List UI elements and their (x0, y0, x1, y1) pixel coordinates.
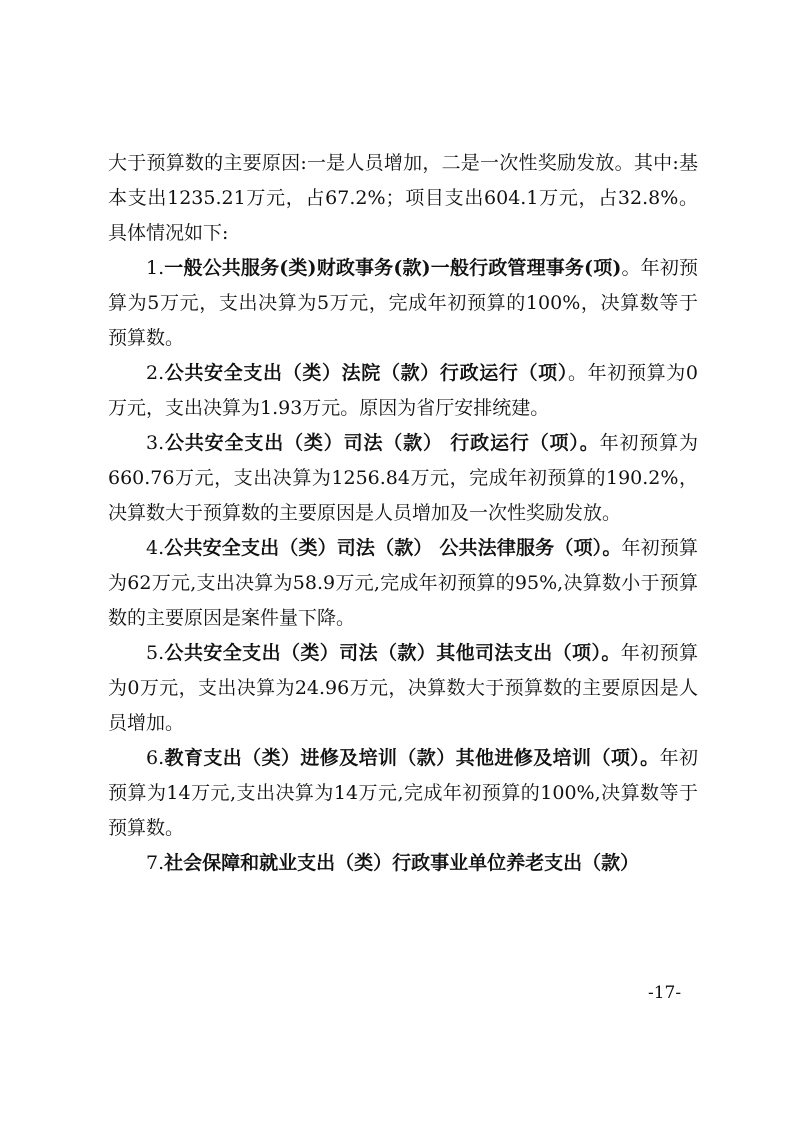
item-number: 3. (146, 432, 165, 454)
item-number: 6. (146, 747, 165, 769)
item-heading: 社会保障和就业支出（类）行政事业单位养老支出（款） (164, 852, 640, 874)
item-heading: 教育支出（类）进修及培训（款）其他进修及培训（项）。 (164, 747, 660, 769)
body-text (108, 146, 698, 881)
item-paragraph-7 (108, 846, 698, 881)
item-paragraph-6 (108, 741, 698, 846)
item-paragraph-1 (108, 251, 698, 356)
item-paragraph-5 (108, 636, 698, 741)
intro-paragraph: 大于预算数的主要原因:一是人员增加，二是一次性奖励发放。其中:基本支出1235.21万元，占67.2%；项目支出604.1万元，占32.8%。具体情况如下: (108, 152, 698, 244)
item-paragraph-2 (108, 356, 698, 426)
item-number: 1. (146, 257, 165, 279)
item-text: 年初预算为62万元,支出决算为58.9万元,完成年初预算的95%,决算数小于预算数的主要原因是案件量下降。 (108, 537, 698, 629)
item-text: 年初预算为0万元，支出决算为24.96万元，决算数大于预算数的主要原因是人员增加。 (108, 642, 698, 734)
item-paragraph-3 (108, 426, 698, 531)
item-text: 年初预算为14万元,支出决算为14万元,完成年初预算的100%,决算数等于预算数。 (108, 747, 698, 839)
item-number: 2. (146, 362, 165, 384)
item-heading: 公共安全支出（类）司法（款） 公共法律服务（项）。 (164, 537, 622, 559)
item-number: 4. (146, 537, 165, 559)
item-text: 年初预算为660.76万元，支出决算为1256.84万元，完成年初预算的190.2%，决算数大于预算数的主要原因是人员增加及一次性奖励发放。 (108, 432, 698, 524)
page-number: -17- (648, 983, 682, 1003)
item-heading: 公共安全支出（类）司法（款） 行政运行（项）。 (164, 432, 600, 454)
item-heading: 一般公共服务(类)财政事务(款)一般行政管理事务(项) (164, 257, 622, 279)
item-heading: 公共安全支出（类）法院（款）行政运行（项） (164, 362, 568, 384)
item-number: 5. (146, 642, 165, 664)
item-paragraph-4 (108, 531, 698, 636)
item-text: 。年初预算为0万元，支出决算为1.93万元。原因为省厅安排统建。 (108, 362, 698, 419)
item-number: 7. (146, 852, 165, 874)
item-heading: 公共安全支出（类）司法（款）其他司法支出（项）。 (164, 642, 621, 664)
item-text: 。年初预算为5万元，支出决算为5万元，完成年初预算的100%，决算数等于预算数。 (108, 257, 698, 349)
